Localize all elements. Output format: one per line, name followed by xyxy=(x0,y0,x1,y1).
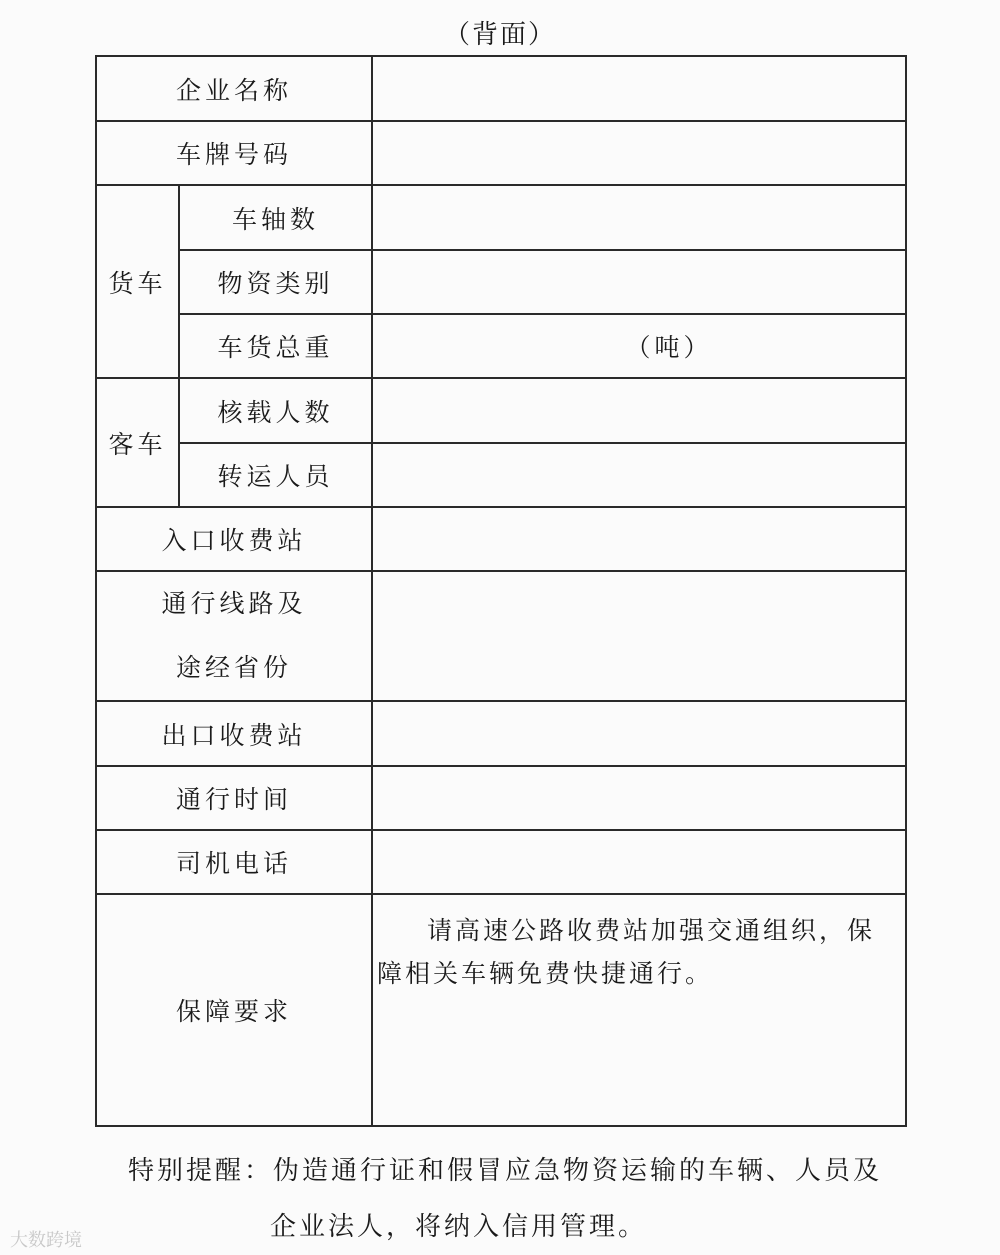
entry-station-field[interactable] xyxy=(372,507,906,571)
exit-station-label: 出口收费站 xyxy=(96,701,372,765)
row-company xyxy=(96,56,906,121)
plate-number-label: 车牌号码 xyxy=(96,121,372,185)
reminder-line2: 企业法人，将纳入信用管理。 xyxy=(270,1212,648,1242)
guarantee-text-cell xyxy=(372,894,906,1126)
total-weight-label: 车货总重 xyxy=(179,314,372,378)
cargo-category-label: 物资类别 xyxy=(179,250,372,314)
capacity-label: 核载人数 xyxy=(179,378,372,443)
weight-unit: （吨） xyxy=(625,333,713,363)
row-entry-station xyxy=(96,507,906,571)
route-label-line1: 通行线路及 xyxy=(161,589,307,619)
travel-time-label: 通行时间 xyxy=(96,766,372,830)
company-name-field[interactable] xyxy=(372,56,906,121)
guarantee-label: 保障要求 xyxy=(96,894,372,1126)
pass-form-table xyxy=(95,55,907,1127)
company-name-label: 企业名称 xyxy=(96,56,372,121)
truck-group-label: 货车 xyxy=(96,185,179,378)
passengers-label: 转运人员 xyxy=(179,443,372,507)
plate-number-field[interactable] xyxy=(372,121,906,185)
row-guarantee xyxy=(96,894,906,1126)
row-passengers xyxy=(96,443,906,507)
driver-phone-label: 司机电话 xyxy=(96,830,372,894)
row-total-weight xyxy=(96,314,906,378)
row-driver-phone xyxy=(96,830,906,894)
row-travel-time xyxy=(96,766,906,830)
cargo-category-field[interactable] xyxy=(372,250,906,314)
reminder-line1: 特别提醒：伪造通行证和假冒应急物资运输的车辆、人员及 xyxy=(128,1156,883,1186)
watermark-logo: 大数跨境 xyxy=(10,1230,82,1251)
page-title: （背面） xyxy=(443,20,556,50)
row-capacity xyxy=(96,378,906,443)
axles-field[interactable] xyxy=(372,185,906,250)
travel-time-field[interactable] xyxy=(372,766,906,830)
guarantee-text: 请高速公路收费站加强交通组织，保障相关车辆免费快捷通行。 xyxy=(377,915,876,988)
row-cargo-category xyxy=(96,250,906,314)
route-label-line2: 途经省份 xyxy=(176,653,293,683)
passengers-field[interactable] xyxy=(372,443,906,507)
route-label xyxy=(96,571,372,701)
entry-station-label: 入口收费站 xyxy=(96,507,372,571)
route-field[interactable] xyxy=(372,571,906,701)
row-axles xyxy=(96,185,906,250)
axles-label: 车轴数 xyxy=(179,185,372,250)
exit-station-field[interactable] xyxy=(372,701,906,765)
driver-phone-field[interactable] xyxy=(372,830,906,894)
special-reminder xyxy=(128,1143,928,1255)
bus-group-label: 客车 xyxy=(96,378,179,507)
row-exit-station xyxy=(96,701,906,765)
total-weight-field[interactable] xyxy=(372,314,906,378)
row-plate xyxy=(96,121,906,185)
capacity-field[interactable] xyxy=(372,378,906,443)
row-route xyxy=(96,571,906,701)
